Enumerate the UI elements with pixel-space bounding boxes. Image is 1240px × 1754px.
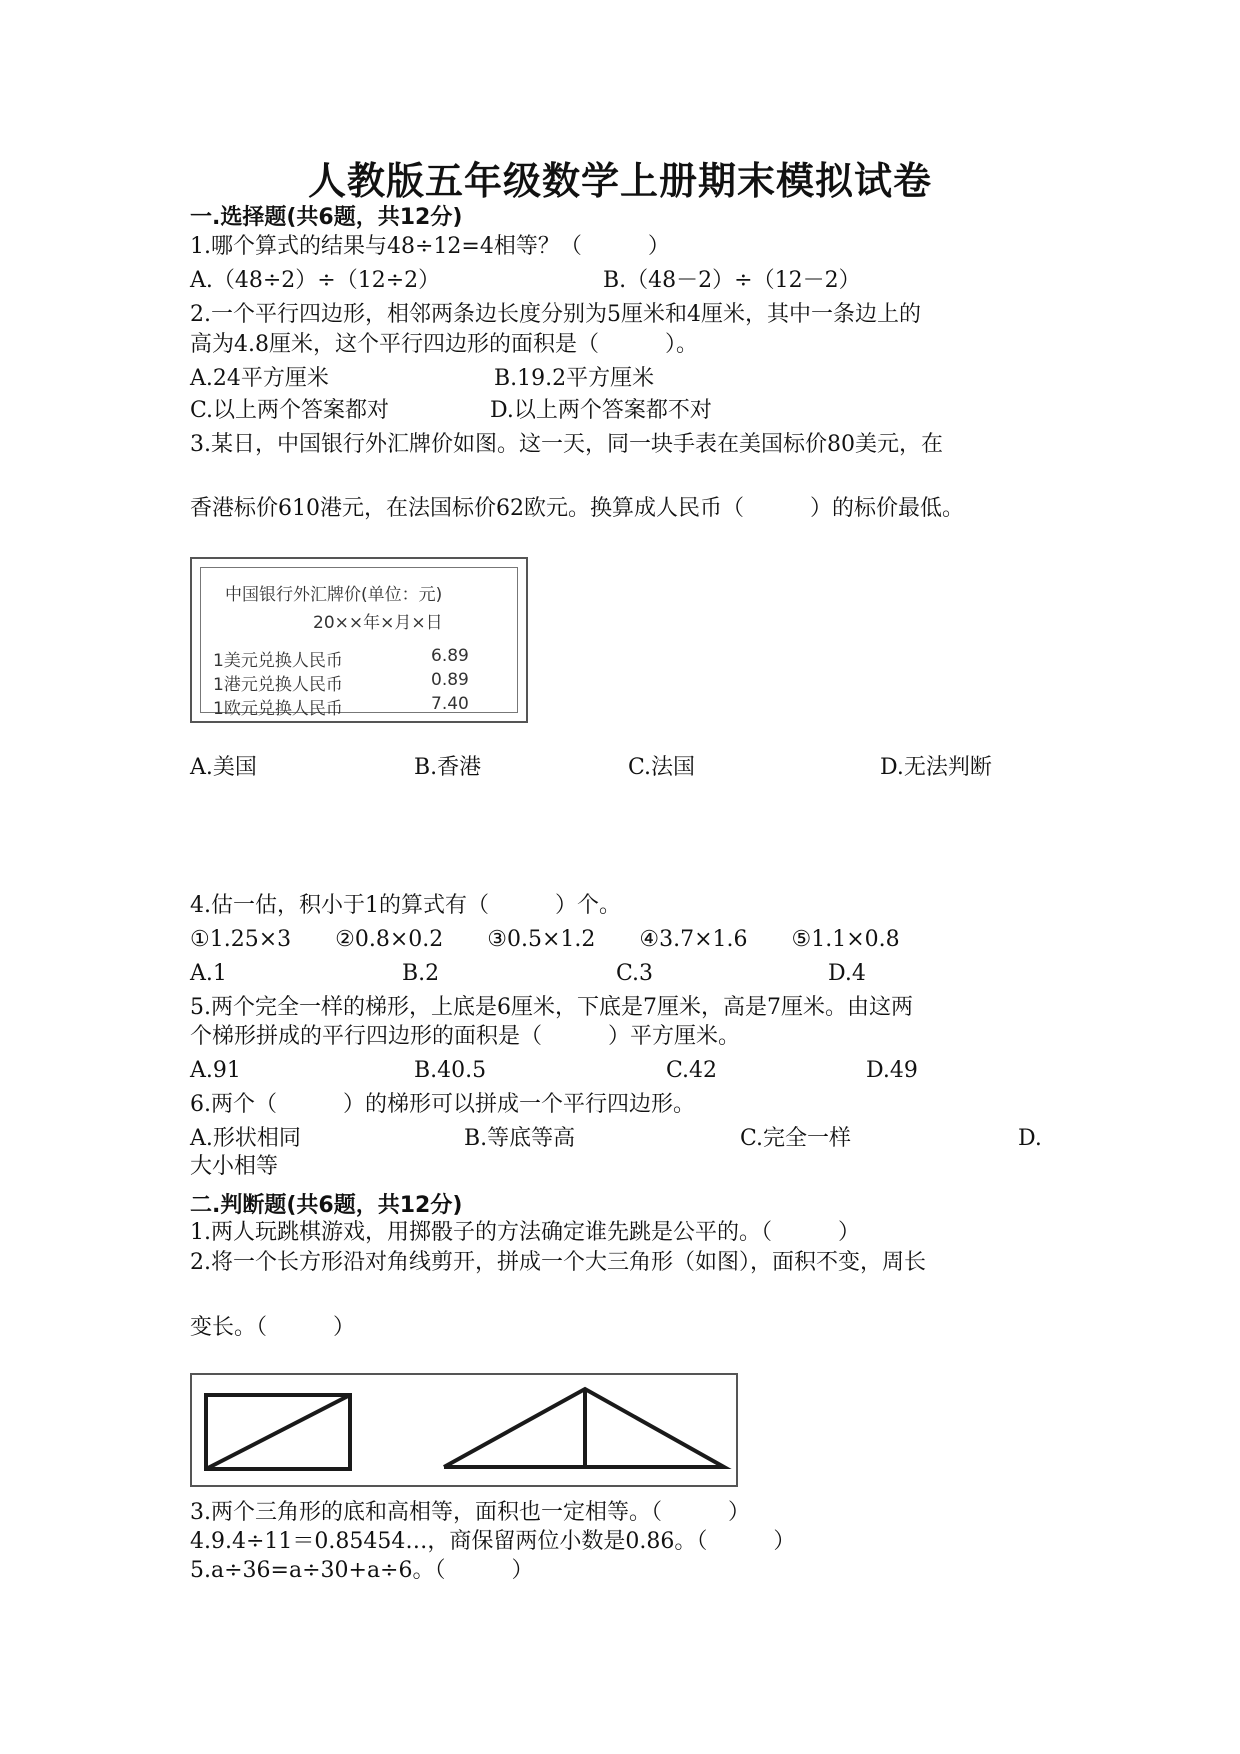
exchange-rate-table (190, 557, 528, 723)
q2-option-d: D.以上两个答案都不对 (490, 398, 712, 423)
exchange-table-date: 20××年×月×日 (313, 613, 443, 633)
q5-option-a: A.91 (190, 1058, 241, 1083)
rectangle-diagonal (206, 1395, 350, 1469)
section-heading-choice: 一.选择题(共6题，共12分) (190, 205, 463, 230)
q4-option-c: C.3 (616, 961, 654, 986)
q6-option-a: A.形状相同 (190, 1126, 301, 1151)
q4-option-d: D.4 (828, 961, 866, 986)
exchange-row-hkd-value: 0.89 (431, 670, 469, 690)
judge-q5: 5.a÷36=a÷30+a÷6。（ ） (190, 1558, 534, 1583)
exchange-row-hkd-label: 1港元兑换人民币 (213, 675, 343, 695)
q1-option-b: B.（48－2）÷（12－2） (603, 268, 861, 293)
exchange-row-usd-label: 1美元兑换人民币 (213, 651, 343, 671)
figure-drawing (192, 1375, 736, 1485)
exam-title: 人教版五年级数学上册期末模拟试卷 (307, 159, 932, 203)
exchange-row-usd-value: 6.89 (431, 646, 469, 666)
q4-stem: 4.估一估，积小于1的算式有（ ）个。 (190, 893, 621, 918)
rectangle-to-triangle-figure (190, 1373, 738, 1487)
q6-option-d-text: 大小相等 (190, 1154, 279, 1179)
q2-option-a: A.24平方厘米 (190, 366, 329, 391)
q3-stem-line2: 香港标价610港元，在法国标价62欧元。换算成人民币（ ）的标价最低。 (190, 496, 964, 521)
q3-stem-line1: 3.某日，中国银行外汇牌价如图。这一天，同一块手表在美国标价80美元，在 (190, 432, 943, 457)
section-heading-judge: 二.判断题(共6题，共12分) (190, 1193, 463, 1218)
q6-option-b: B.等底等高 (464, 1126, 576, 1151)
q2-stem-line2: 高为4.8厘米，这个平行四边形的面积是（ ）。 (190, 332, 698, 357)
judge-q2-line2: 变长。（ ） (190, 1315, 356, 1340)
q6-option-c: C.完全一样 (740, 1126, 852, 1151)
q3-option-c: C.法国 (628, 755, 696, 780)
q5-option-d: D.49 (866, 1058, 918, 1083)
q5-stem-line2: 个梯形拼成的平行四边形的面积是（ ）平方厘米。 (190, 1024, 741, 1049)
q1-stem: 1.哪个算式的结果与48÷12=4相等？（ ） (190, 234, 670, 259)
q5-option-c: C.42 (666, 1058, 718, 1083)
q6-stem: 6.两个（ ）的梯形可以拼成一个平行四边形。 (190, 1092, 695, 1117)
q5-option-b: B.40.5 (414, 1058, 487, 1083)
q1-option-a: A.（48÷2）÷（12÷2） (190, 268, 441, 293)
q5-stem-line1: 5.两个完全一样的梯形，上底是6厘米，下底是7厘米，高是7厘米。由这两 (190, 995, 913, 1020)
q2-option-b: B.19.2平方厘米 (494, 366, 655, 391)
q3-option-a: A.美国 (190, 755, 257, 780)
judge-q3: 3.两个三角形的底和高相等，面积也一定相等。（ ） (190, 1500, 750, 1525)
q2-option-c: C.以上两个答案都对 (190, 398, 390, 423)
exchange-row-eur-label: 1欧元兑换人民币 (213, 699, 343, 719)
q4-items: ①1.25×3 ②0.8×0.2 ③0.5×1.2 ④3.7×1.6 ⑤1.1×0.8 (190, 927, 900, 952)
q4-option-a: A.1 (190, 961, 227, 986)
q2-stem-line1: 2.一个平行四边形，相邻两条边长度分别为5厘米和4厘米，其中一条边上的 (190, 302, 921, 327)
judge-q4: 4.9.4÷11＝0.85454…，商保留两位小数是0.86。（ ） (190, 1529, 796, 1554)
judge-q1: 1.两人玩跳棋游戏，用掷骰子的方法确定谁先跳是公平的。（ ） (190, 1220, 860, 1245)
exchange-table-title: 中国银行外汇牌价(单位：元) (225, 585, 443, 605)
exchange-rate-table-inner (200, 567, 518, 719)
q4-option-b: B.2 (402, 961, 440, 986)
q6-option-d-prefix: D. (1018, 1126, 1042, 1151)
q3-option-b: B.香港 (414, 755, 482, 780)
exchange-row-eur-value: 7.40 (431, 694, 469, 714)
q3-option-d: D.无法判断 (880, 755, 992, 780)
judge-q2-line1: 2.将一个长方形沿对角线剪开，拼成一个大三角形（如图），面积不变，周长 (190, 1250, 926, 1275)
